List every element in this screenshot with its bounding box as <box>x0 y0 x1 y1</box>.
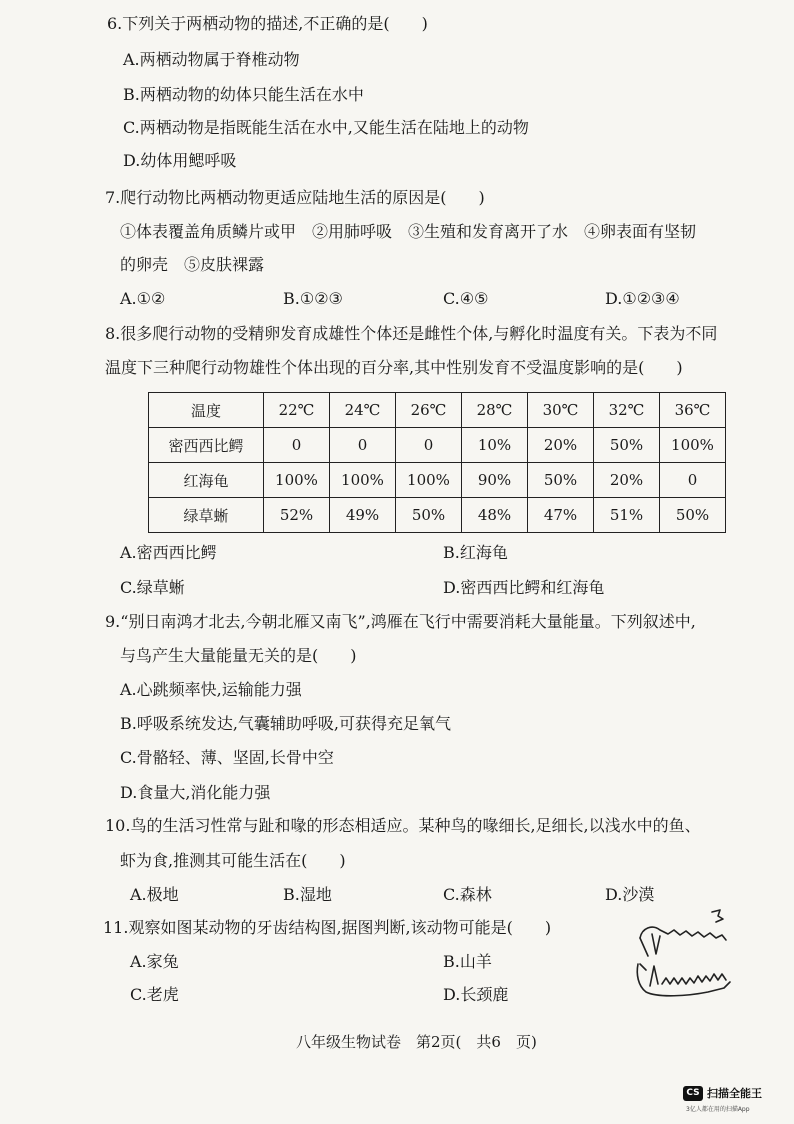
q7-option-d: D.①②③④ <box>605 289 680 308</box>
q10-option-a: A.极地 <box>130 885 179 904</box>
table-cell: 48% <box>462 498 528 533</box>
table-cell: 20% <box>528 428 594 463</box>
q9-stem-line1: 9.“别日南鸿才北去,今朝北雁又南飞”,鸿雁在飞行中需要消耗大量能量。下列叙述中, <box>105 612 696 631</box>
table-cell: 49% <box>330 498 396 533</box>
table-cell: 90% <box>462 463 528 498</box>
table-cell: 100% <box>660 428 726 463</box>
table-row <box>149 428 726 463</box>
table-cell: 50% <box>528 463 594 498</box>
q7-items-line1: ①体表覆盖角质鳞片或甲 ②用肺呼吸 ③生殖和发育离开了水 ④卵表面有坚韧 <box>120 222 697 241</box>
q8-option-d: D.密西西比鳄和红海龟 <box>443 578 605 597</box>
q9-option-c: C.骨骼轻、薄、坚固,长骨中空 <box>120 748 334 767</box>
page-footer: 八年级生物试卷 第2页( 共6 页) <box>296 1033 537 1051</box>
q6-option-d: D.幼体用鳃呼吸 <box>123 151 237 170</box>
q9-option-a: A.心跳频率快,运输能力强 <box>120 680 302 699</box>
q8-option-a: A.密西西比鳄 <box>120 543 217 562</box>
watermark-tagline: 3亿人都在用的扫描App <box>686 1106 750 1113</box>
table-cell: 50% <box>594 428 660 463</box>
teeth-diagram-icon <box>628 908 738 1003</box>
q11-option-c: C.老虎 <box>130 985 179 1004</box>
q8-option-b: B.红海龟 <box>443 543 508 562</box>
table-row <box>149 463 726 498</box>
q7-option-b: B.①②③ <box>283 289 343 308</box>
table-cell: 50% <box>396 498 462 533</box>
q10-stem-line2: 虾为食,推测其可能生活在( ) <box>120 851 346 870</box>
scanner-watermark <box>683 1085 762 1101</box>
table-header-temp: 30℃ <box>528 393 594 428</box>
q11-option-b: B.山羊 <box>443 952 492 971</box>
table-header-temp: 36℃ <box>660 393 726 428</box>
table-cell: 0 <box>330 428 396 463</box>
table-row <box>149 498 726 533</box>
cs-logo-icon: CS <box>683 1086 703 1101</box>
table-cell: 0 <box>396 428 462 463</box>
table-header-temp: 32℃ <box>594 393 660 428</box>
table-cell: 47% <box>528 498 594 533</box>
q9-option-d: D.食量大,消化能力强 <box>120 783 271 802</box>
table-cell: 51% <box>594 498 660 533</box>
q11-option-a: A.家兔 <box>130 952 179 971</box>
table-row-label: 密西西比鳄 <box>149 428 264 463</box>
table-cell: 100% <box>396 463 462 498</box>
q10-option-d: D.沙漠 <box>605 885 655 904</box>
table-header-row <box>149 393 726 428</box>
q6-option-a: A.两栖动物属于脊椎动物 <box>123 50 300 69</box>
q8-stem-line1: 8.很多爬行动物的受精卵发育成雄性个体还是雌性个体,与孵化时温度有关。下表为不同 <box>105 324 718 343</box>
table-cell: 20% <box>594 463 660 498</box>
q7-option-c: C.④⑤ <box>443 289 489 308</box>
q8-stem-line2: 温度下三种爬行动物雄性个体出现的百分率,其中性别发育不受温度影响的是( ) <box>105 358 683 377</box>
table-cell: 100% <box>264 463 330 498</box>
table-cell: 0 <box>660 463 726 498</box>
table-cell: 0 <box>264 428 330 463</box>
q9-stem-line2: 与鸟产生大量能量无关的是( ) <box>120 646 357 665</box>
q11-stem: 11.观察如图某动物的牙齿结构图,据图判断,该动物可能是( ) <box>103 918 552 937</box>
table-header-temp: 26℃ <box>396 393 462 428</box>
table-row-label: 红海龟 <box>149 463 264 498</box>
q6-option-c: C.两栖动物是指既能生活在水中,又能生活在陆地上的动物 <box>123 118 529 137</box>
table-cell: 52% <box>264 498 330 533</box>
table-header-temp: 24℃ <box>330 393 396 428</box>
q7-items-line2: 的卵壳 ⑤皮肤裸露 <box>120 255 265 274</box>
q6-option-b: B.两栖动物的幼体只能生活在水中 <box>123 85 364 104</box>
q11-option-d: D.长颈鹿 <box>443 985 509 1004</box>
watermark-name: 扫描全能王 <box>707 1087 762 1100</box>
q10-stem-line1: 10.鸟的生活习性常与趾和喙的形态相适应。某种鸟的喙细长,足细长,以浅水中的鱼、 <box>105 816 701 835</box>
q9-option-b: B.呼吸系统发达,气囊辅助呼吸,可获得充足氧气 <box>120 714 452 733</box>
q10-option-c: C.森林 <box>443 885 492 904</box>
q10-option-b: B.湿地 <box>283 885 332 904</box>
table-header-temp: 22℃ <box>264 393 330 428</box>
table-header-label: 温度 <box>149 393 264 428</box>
table-row-label: 绿草蜥 <box>149 498 264 533</box>
temperature-table <box>148 392 726 533</box>
table-cell: 10% <box>462 428 528 463</box>
table-cell: 100% <box>330 463 396 498</box>
q7-stem: 7.爬行动物比两栖动物更适应陆地生活的原因是( ) <box>105 188 485 207</box>
q7-option-a: A.①② <box>120 289 166 308</box>
table-header-temp: 28℃ <box>462 393 528 428</box>
q8-option-c: C.绿草蜥 <box>120 578 185 597</box>
q6-stem: 6.下列关于两栖动物的描述,不正确的是( ) <box>107 14 428 33</box>
table-cell: 50% <box>660 498 726 533</box>
